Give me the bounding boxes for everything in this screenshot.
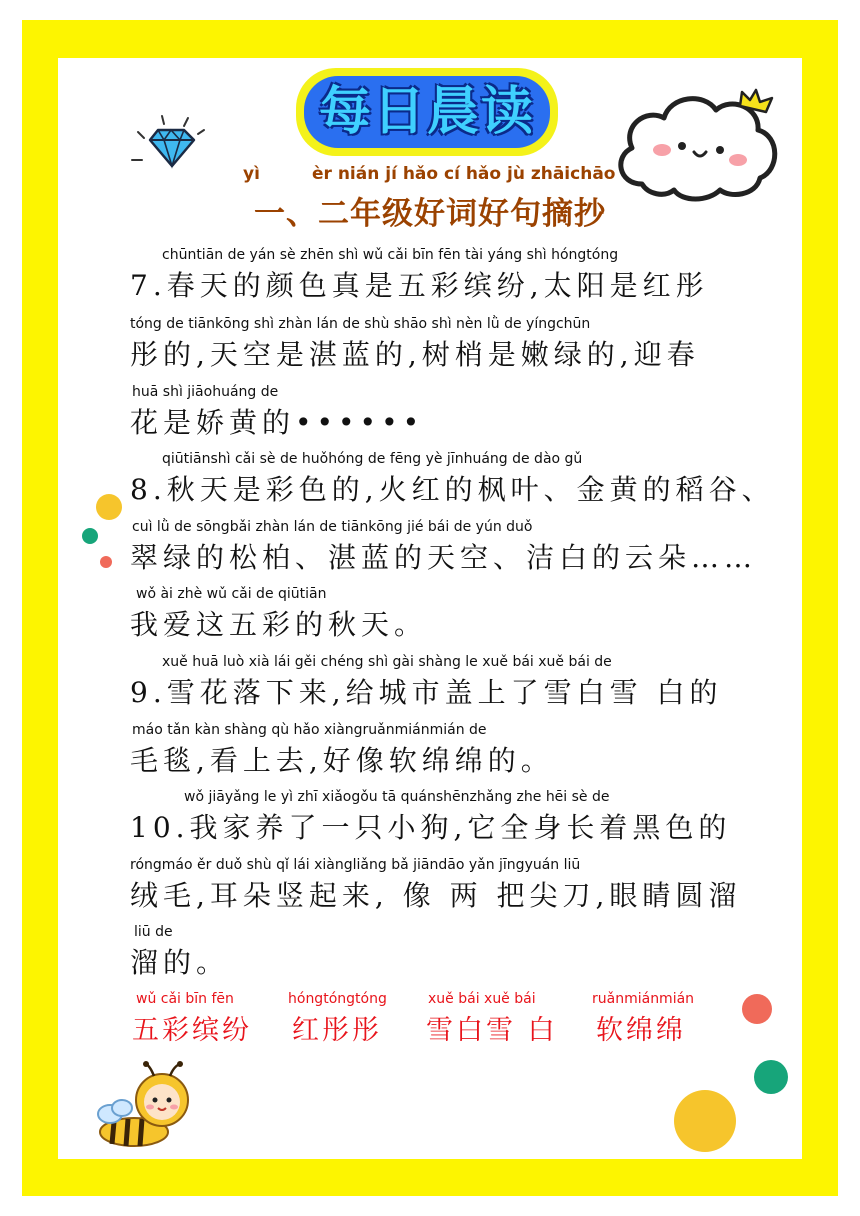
text-line: 8.秋天是彩色的,火红的枫叶、金黄的稻谷、 xyxy=(130,473,775,506)
text-line: 毛毯,看上去,好像软绵绵的。 xyxy=(130,744,554,777)
text-line: 7.春天的颜色真是五彩缤纷,太阳是红彤 xyxy=(130,269,709,302)
page-title: 每日晨读 xyxy=(318,82,535,142)
decor-dot-yellow xyxy=(674,1090,736,1152)
decor-dot-red xyxy=(742,994,772,1024)
keyword: 红彤彤 xyxy=(292,1015,382,1046)
pinyin-line: máo tǎn kàn shàng qù hǎo xiàngruǎnmiánmián de xyxy=(132,722,487,738)
pinyin-line: cuì lǜ de sōngbǎi zhàn lán de tiānkōng jié bái de yún duǒ xyxy=(132,519,533,535)
keyword-pinyin: hóngtóngtóng xyxy=(288,991,387,1007)
decor-dot-green xyxy=(82,528,98,544)
decor-dot-yellow xyxy=(96,494,122,520)
text-line: 我爱这五彩的秋天。 xyxy=(130,608,428,641)
decor-dot-green xyxy=(754,1060,788,1094)
pinyin-line: wǒ jiāyǎng le yì zhī xiǎogǒu tā quánshēnzhǎng zhe hēi sè de xyxy=(184,789,610,805)
keyword-pinyin: wǔ cǎi bīn fēn xyxy=(136,991,234,1007)
pinyin-line: tóng de tiānkōng shì zhàn lán de shù shāo shì nèn lǜ de yíngchūn xyxy=(130,316,591,332)
text-line: 溜的。 xyxy=(130,946,230,979)
subtitle-pinyin-2: èr nián jí hǎo cí hǎo jù zhāichāo xyxy=(312,164,616,184)
keyword: 软绵绵 xyxy=(596,1015,686,1046)
pinyin-line: róngmáo ěr duǒ shù qǐ lái xiàngliǎng bǎ jiāndāo yǎn jīngyuán liū xyxy=(130,857,581,873)
keyword: 雪白雪 白 xyxy=(426,1015,558,1046)
text-line: 绒毛,耳朵竖起来, 像 两 把尖刀,眼睛圆溜 xyxy=(130,879,742,912)
text-line: 10.我家养了一只小狗,它全身长着黑色的 xyxy=(130,811,732,844)
text-line: 花是娇黄的•••••• xyxy=(130,406,425,439)
keyword-pinyin: xuě bái xuě bái xyxy=(428,991,536,1007)
pinyin-line: qiūtiānshì cǎi sè de huǒhóng de fēng yè jīnhuáng de dào gǔ xyxy=(162,451,583,467)
pinyin-line: wǒ ài zhè wǔ cǎi de qiūtiān xyxy=(136,586,327,602)
title-banner xyxy=(296,68,558,156)
diamond-icon xyxy=(128,112,210,176)
text-line: 9.雪花落下来,给城市盖上了雪白雪 白的 xyxy=(130,676,723,709)
pinyin-line: liū de xyxy=(134,924,173,940)
text-line: 翠绿的松柏、湛蓝的天空、洁白的云朵…… xyxy=(130,541,758,574)
keyword-pinyin: ruǎnmiánmián xyxy=(592,991,695,1007)
pinyin-line: huā shì jiāohuáng de xyxy=(132,384,279,400)
subtitle: 一、二年级好词好句摘抄 xyxy=(254,196,606,232)
pinyin-line: chūntiān de yán sè zhēn shì wǔ cǎi bīn fēn tài yáng shì hóngtóng xyxy=(162,247,619,263)
bee-icon xyxy=(88,1058,200,1150)
text-line: 彤的,天空是湛蓝的,树梢是嫩绿的,迎春 xyxy=(130,338,700,371)
subtitle-pinyin xyxy=(200,164,660,188)
keyword: 五彩缤纷 xyxy=(132,1015,252,1046)
subtitle-pinyin-1: yì xyxy=(243,164,260,184)
decor-dot-red xyxy=(100,556,112,568)
pinyin-line: xuě huā luò xià lái gěi chéng shì gài shàng le xuě bái xuě bái de xyxy=(162,654,612,670)
